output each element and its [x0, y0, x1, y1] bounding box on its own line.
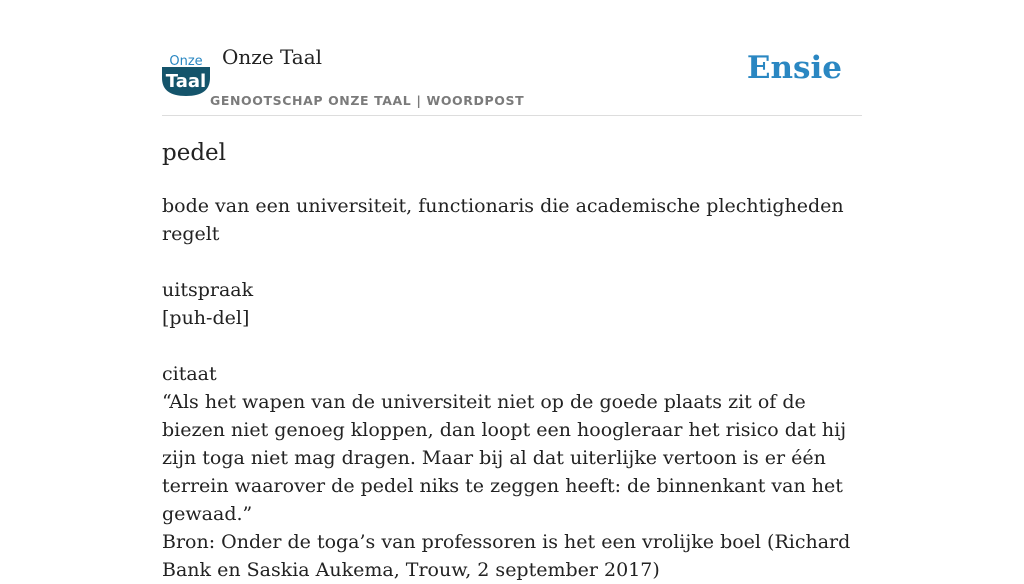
quote-text: “Als het wapen van de universiteit niet op de goede plaats zit of de biezen niet genoeg kloppen, dan loopt een hoogleraar het risico dat hij zijn toga niet mag dragen. Maar bij al dat uiterlijke vertoon is er één terrein waarover de pedel niks te zeggen heeft: de binnenkant van het gewaad.”: [162, 391, 847, 525]
source-text: Bron: Onder de toga’s van professoren is het een vrolijke boel (Richard Bank en Saskia Aukema, Trouw, 2 september 2017): [162, 531, 851, 581]
entry-content: [162, 192, 862, 584]
spacer: [162, 332, 862, 360]
header: [162, 0, 862, 116]
org-name[interactable]: Onze Taal: [222, 45, 323, 69]
spacer: [162, 248, 862, 276]
org-subtitle: GENOOTSCHAP ONZE TAAL | WOORDPOST: [210, 93, 525, 108]
logo-top-text: Onze: [169, 54, 203, 69]
logo-bottom-text: Taal: [165, 71, 207, 92]
pronunciation-text: [puh-del]: [162, 307, 250, 329]
entry-page: [162, 0, 862, 581]
definition-text: bode van een universiteit, functionaris die academische plechtigheden regelt: [162, 195, 844, 245]
ensie-brand-logo[interactable]: Ensie: [746, 50, 842, 86]
pronunciation-label: uitspraak: [162, 279, 254, 301]
onze-taal-logo[interactable]: [162, 52, 210, 96]
quote-label: citaat: [162, 363, 217, 385]
page-title: pedel: [162, 140, 227, 166]
